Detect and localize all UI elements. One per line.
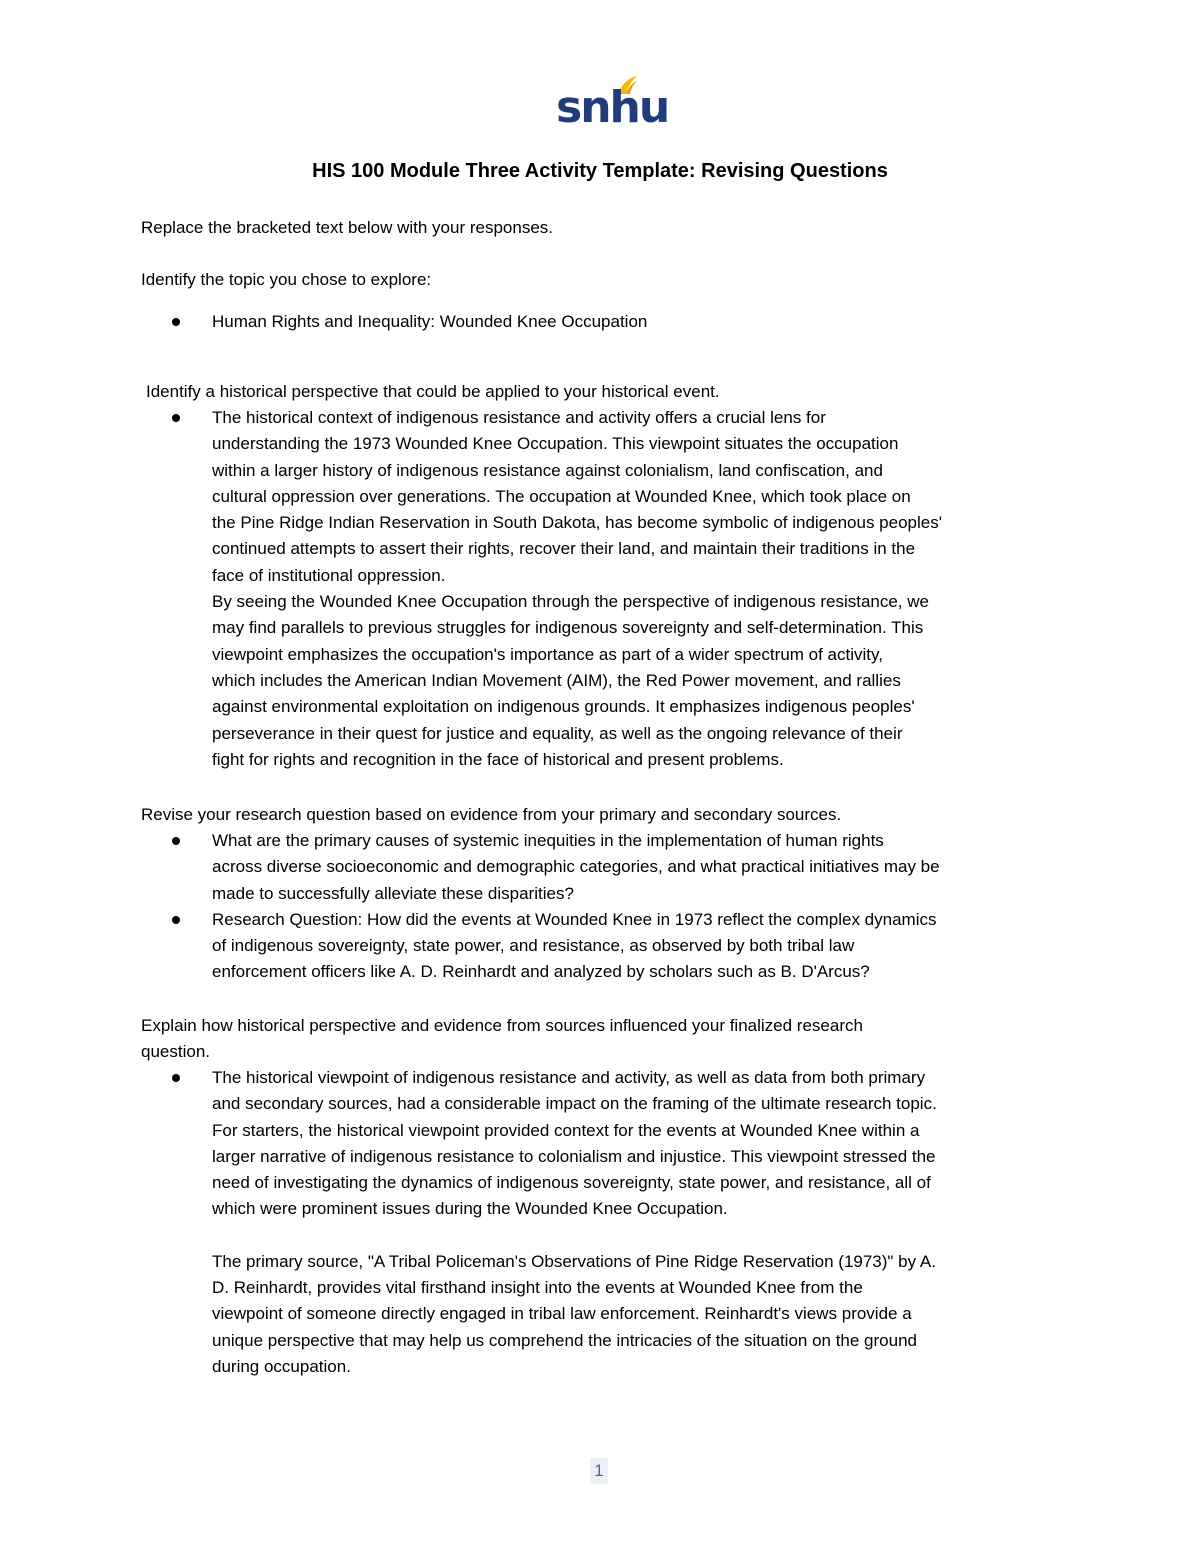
logo-text: snhu — [556, 82, 669, 133]
text-line: Explain how historical perspective and evidence from sources influenced your finalized research — [141, 1016, 863, 1035]
instructions: Replace the bracketed text below with your responses. — [141, 218, 554, 237]
text-line: unique perspective that may help us comprehend the intricacies of the situation on the ground — [212, 1330, 917, 1350]
text-line: Research Question: How did the events at Wounded Knee in 1973 reflect the complex dynamics — [212, 909, 937, 929]
text-line: viewpoint of someone directly engaged in tribal law enforcement. Reinhardt's views provide a — [212, 1304, 912, 1324]
text-line: What are the primary causes of systemic inequities in the implementation of human rights — [212, 831, 884, 850]
text-line: The historical context of indigenous resistance and activity offers a crucial lens for — [212, 408, 826, 427]
research-prompt: Revise your research question based on evidence from your primary and secondary sources. — [141, 805, 842, 824]
perspective-prompt: Identify a historical perspective that could be applied to your historical event. — [146, 382, 720, 401]
list-item — [212, 1065, 1072, 1380]
bullet-icon — [172, 907, 182, 933]
list-item — [212, 309, 1072, 335]
text-line: question. — [141, 1042, 210, 1062]
text-line: of indigenous sovereignty, state power, and resistance, as observed by both tribal law — [212, 936, 855, 956]
research-list — [212, 828, 1072, 986]
text-line: against environmental exploitation on indigenous grounds. It emphasizes indigenous peoples' — [212, 697, 915, 717]
bullet-icon — [172, 405, 182, 431]
page-title: HIS 100 Module Three Activity Template: Revising Questions — [312, 160, 888, 182]
text-line: cultural oppression over generations. The occupation at Wounded Knee, which took place on — [212, 486, 911, 506]
bullet-icon — [172, 828, 182, 854]
text-line: The primary source, "A Tribal Policeman's Observations of Pine Ridge Reservation (1973)" by A. — [212, 1251, 936, 1271]
text-line: enforcement officers like A. D. Reinhardt and analyzed by scholars such as B. D'Arcus? — [212, 962, 870, 982]
text-line: For starters, the historical viewpoint provided context for the events at Wounded Knee within a — [212, 1120, 920, 1140]
perspective-list — [212, 405, 1072, 773]
text-line: understanding the 1973 Wounded Knee Occupation. This viewpoint situates the occupation — [212, 434, 899, 454]
snhu-logo — [556, 74, 669, 134]
bullet-icon — [172, 1065, 182, 1091]
paragraph-gap — [212, 1223, 1072, 1249]
topic-list — [212, 309, 1072, 335]
text-line: made to successfully alleviate these disparities? — [212, 883, 574, 903]
explain-prompt — [141, 1013, 863, 1066]
text-line: perseverance in their quest for justice and equality, as well as the ongoing relevance of their — [212, 723, 903, 743]
bullet-icon — [172, 309, 182, 335]
text-line: across diverse socioeconomic and demographic categories, and what practical initiatives may be — [212, 857, 940, 877]
text-line: larger narrative of indigenous resistance to colonialism and injustice. This viewpoint stressed the — [212, 1146, 936, 1166]
text-line: D. Reinhardt, provides vital firsthand insight into the events at Wounded Knee from the — [212, 1278, 863, 1298]
text-line: The historical viewpoint of indigenous resistance and activity, as well as data from both primary — [212, 1068, 926, 1087]
list-item — [212, 907, 1072, 986]
text-line: and secondary sources, had a considerable impact on the framing of the ultimate research topic. — [212, 1094, 937, 1114]
explain-list — [212, 1065, 1072, 1380]
text-line: during occupation. — [212, 1356, 351, 1376]
text-line: within a larger history of indigenous resistance against colonialism, land confiscation, and — [212, 460, 883, 480]
list-item — [212, 405, 1072, 773]
text-line: continued attempts to assert their rights, recover their land, and maintain their traditions in the — [212, 539, 916, 559]
text-line: face of institutional oppression. — [212, 565, 446, 585]
bullet-text: Human Rights and Inequality: Wounded Knee Occupation — [212, 312, 648, 331]
list-item — [212, 828, 1072, 907]
text-line: need of investigating the dynamics of indigenous sovereignty, state power, and resistance, all of — [212, 1173, 931, 1193]
topic-prompt: Identify the topic you chose to explore: — [141, 270, 432, 289]
text-line: may find parallels to previous struggles for indigenous sovereignty and self-determination. This — [212, 618, 924, 638]
text-line: the Pine Ridge Indian Reservation in South Dakota, has become symbolic of indigenous peoples' — [212, 513, 942, 533]
text-line: which were prominent issues during the Wounded Knee Occupation. — [212, 1199, 728, 1219]
text-line: By seeing the Wounded Knee Occupation through the perspective of indigenous resistance, we — [212, 592, 929, 612]
text-line: which includes the American Indian Movement (AIM), the Red Power movement, and rallies — [212, 670, 901, 690]
text-line: fight for rights and recognition in the face of historical and present problems. — [212, 749, 784, 769]
text-line: viewpoint emphasizes the occupation's importance as part of a wider spectrum of activity, — [212, 644, 883, 664]
page-number: 1 — [590, 1458, 608, 1484]
